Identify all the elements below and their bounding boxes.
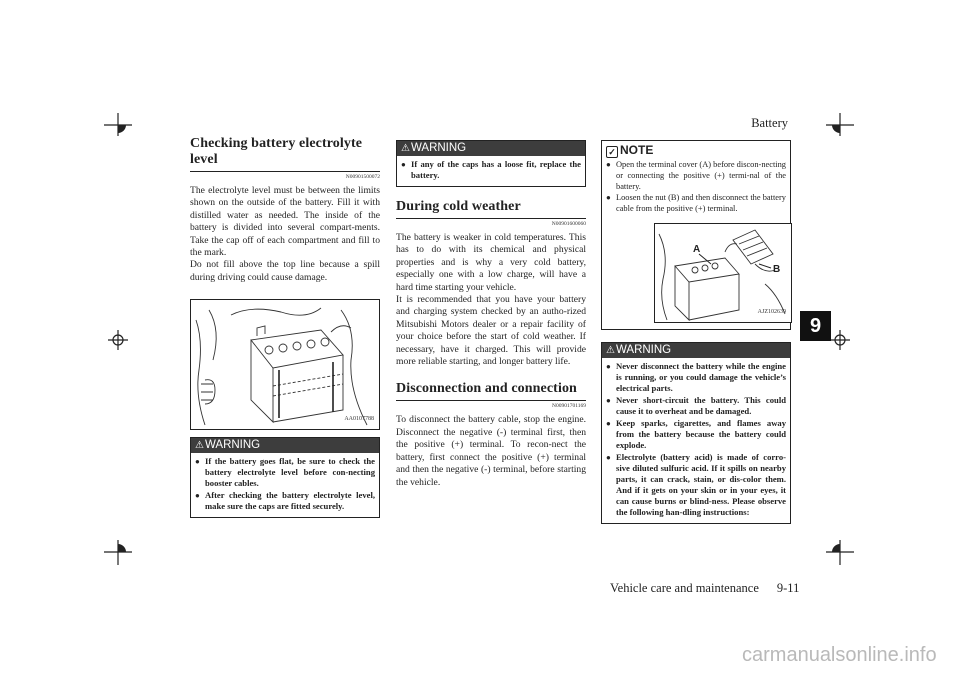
chapter-tab: 9 bbox=[800, 311, 831, 341]
section-title-checking-electrolyte bbox=[190, 136, 380, 172]
section-title-line1: Checking battery electrolyte bbox=[190, 136, 363, 151]
figure-code: AJZ102639 bbox=[757, 308, 786, 315]
section-title-disconnection: Disconnection and connection bbox=[396, 381, 586, 401]
warning-item: ● Never short-circuit the battery. This could cause it to overheat and be damaged. bbox=[606, 395, 786, 417]
warning-item: ● Electrolyte (battery acid) is made of corro-sive diluted sulfuric acid. If it spills on nearby parts, it can crack, stain, or dis-color them. And if it gets on your skin or in your eyes, it can cause burns or blind-ness. Please observe the following han-dling instructions: bbox=[606, 452, 786, 518]
warning-item: ● After checking the battery electrolyte level, make sure the caps are fitted securely. bbox=[195, 490, 375, 512]
watermark: carmanualsonline.info bbox=[742, 644, 937, 666]
paragraph: To disconnect the battery cable, stop the engine. Disconnect the negative (-) terminal first, then the positive (+) terminal. To recon-nect the battery, first connect the positive (+) terminal and then the negative (-) terminal, before starting the vehicle. bbox=[396, 414, 586, 488]
warning-item: ● If the battery goes flat, be sure to check the battery electrolyte level before con-necting booster cables. bbox=[195, 456, 375, 489]
warning-item: ● Keep sparks, cigarettes, and flames away from the battery because the battery could explode. bbox=[606, 418, 786, 451]
warning-heading: WARNING bbox=[204, 439, 261, 452]
column-3 bbox=[601, 136, 791, 524]
warning-triangle-icon: ⚠ bbox=[401, 143, 410, 154]
warning-box bbox=[190, 437, 380, 518]
footer-page-number: 9-11 bbox=[776, 581, 800, 595]
section-title-cold-weather: During cold weather bbox=[396, 199, 586, 219]
section-code: N00901600060 bbox=[551, 221, 586, 227]
check-box-icon: ✓ bbox=[606, 146, 618, 158]
battery-electrolyte-figure bbox=[190, 299, 380, 430]
running-footer bbox=[610, 581, 799, 596]
figure-code: AA0107788 bbox=[344, 415, 374, 422]
label-a: A bbox=[693, 243, 701, 255]
note-header bbox=[602, 141, 790, 158]
battery-illustration bbox=[191, 300, 379, 429]
warning-box bbox=[396, 140, 586, 187]
column-1 bbox=[190, 136, 380, 518]
warning-triangle-icon: ⚠ bbox=[606, 344, 615, 356]
footer-chapter-title: Vehicle care and maintenance bbox=[610, 581, 759, 595]
warning-heading: WARNING bbox=[410, 142, 467, 154]
note-box bbox=[601, 140, 791, 330]
warning-heading: WARNING bbox=[615, 343, 672, 356]
warning-item: ● If any of the caps has a loose fit, replace the battery. bbox=[401, 159, 581, 181]
running-header: Battery bbox=[751, 116, 788, 130]
warning-item: ● Never disconnect the battery while the engine is running, or you could damage the vehicle’s electrical parts. bbox=[606, 361, 786, 394]
section-code: N00901500072 bbox=[345, 174, 380, 180]
paragraph: Do not fill above the top line because a spill during driving could cause damage. bbox=[190, 259, 380, 283]
section-title-line2: level bbox=[190, 152, 218, 167]
warning-header bbox=[602, 343, 790, 358]
note-item: ● Open the terminal cover (A) before discon-necting or connecting the positive (+) termi-nal of the battery. bbox=[606, 160, 786, 192]
note-item: ● Loosen the nut (B) and then disconnect the battery cable from the positive (+) terminal. bbox=[606, 193, 786, 215]
warning-header bbox=[397, 141, 585, 156]
paragraph: It is recommended that you have your battery and charging system checked by an autho-rized Mitsubishi Motors dealer or a repair facility of your choice before the start of cold weather. If necessary, have it charged. This will provide more reliable starting, and longer battery life. bbox=[396, 294, 586, 368]
section-code: N00901701169 bbox=[551, 403, 586, 410]
paragraph: The battery is weaker in cold temperatures. This has to do with its chemical and physical properties and is why a very cold battery, especially one with a low charge, will have a hard time starting your vehicle. bbox=[396, 232, 586, 293]
label-b: B bbox=[773, 263, 781, 275]
column-2 bbox=[396, 136, 586, 489]
warning-header bbox=[191, 438, 379, 453]
terminal-cover-figure bbox=[654, 223, 792, 323]
warning-triangle-icon: ⚠ bbox=[195, 440, 204, 452]
warning-box bbox=[601, 342, 791, 524]
paragraph: The electrolyte level must be between the limits shown on the outside of the battery. Fill it with distilled water as needed. The inside of the battery is divided into several compart-ments. Take the cap off of each compartment and fill to the mark. bbox=[190, 185, 380, 259]
note-heading: NOTE bbox=[620, 143, 654, 157]
